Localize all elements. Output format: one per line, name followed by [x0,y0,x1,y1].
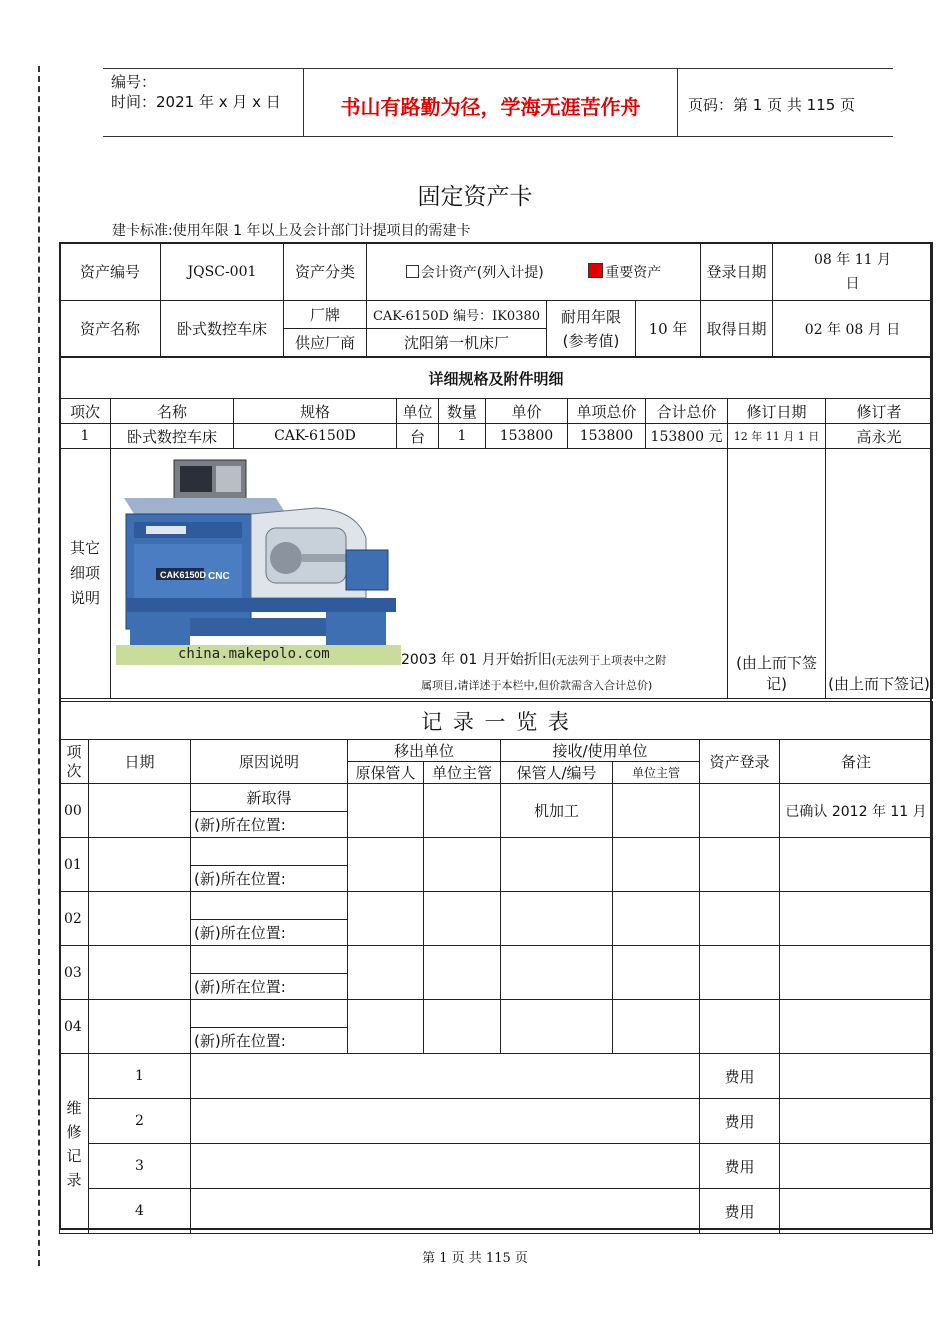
reviser-sign-note: (由上而下签记) [826,449,933,699]
record-out-keeper [348,838,424,892]
acquire-date-value: 02 年 08 月 日 [773,301,933,357]
detail-cell: 1 [439,424,486,449]
record-register [700,1000,780,1054]
detail-header-cell: 名称 [111,399,234,424]
table-row [60,838,933,866]
record-reason [191,1000,348,1028]
record-date [89,1000,191,1054]
image-watermark-text: china.makepolo.com [178,646,330,662]
record-reason [191,892,348,920]
asset-no-label: 资产编号 [60,243,161,301]
records-table [59,701,933,1234]
record-remark [780,946,933,1000]
category-checkbox-accounting[interactable]: 会计资产(列入计提) [406,265,544,281]
detail-cell: 卧式数控车床 [111,424,234,449]
record-date [89,946,191,1000]
record-remark: 已确认 2012 年 11 月 [780,784,933,838]
other-details-label: 其它细项说明 [60,449,111,699]
page-footer: 第 1 页 共 115 页 [422,1251,528,1266]
detail-header-cell: 规格 [234,399,397,424]
repair-item: 2 [89,1099,191,1144]
brand-label: 厂牌 [284,301,367,329]
records-col-out: 移出单位 [348,740,501,762]
detail-header-cell: 修订者 [826,399,933,424]
table-row [60,784,933,812]
header-divider [677,69,678,136]
motto: 书山有路勤为径，学海无涯苦作舟 [340,95,641,119]
time-label: 时间：2021 年 x 月 x 日 [111,93,281,111]
service-life-label: 耐用年限 (参考值) [547,301,636,357]
asset-name-label: 资产名称 [60,301,161,357]
lathe-machine-image [116,458,401,663]
records-col-item: 项次 [60,740,89,784]
record-receiver [501,838,613,892]
record-location: (新)所在位置: [191,920,348,946]
table-row [60,1000,933,1028]
table-row [60,1189,933,1234]
repair-description [191,1099,700,1144]
detail-header-cell: 单位 [397,399,439,424]
record-in-head [613,892,700,946]
record-item: 00 [60,784,89,838]
table-row [60,946,933,974]
records-col-reason: 原因说明 [191,740,348,784]
record-register [700,784,780,838]
repair-fee-label: 费用 [700,1144,780,1189]
asset-category-label: 资产分类 [284,243,367,301]
card-standard: 建卡标准:使用年限 1 年以上及会计部门计提项目的需建卡 [112,223,471,239]
repair-fee-value [780,1054,933,1099]
detail-header-cell: 数量 [439,399,486,424]
record-remark [780,892,933,946]
page-title: 固定资产卡 [417,184,533,210]
detail-section-title: 详细规格及附件明细 [60,358,933,399]
register-date-value: 08 年 11 月 日 [773,243,933,301]
repair-fee-value [780,1189,933,1234]
number-label: 编号： [111,73,157,91]
record-out-keeper [348,946,424,1000]
detail-cell: 12 年 11 月 1 日 [728,424,826,449]
record-reason [191,946,348,974]
records-col-date: 日期 [89,740,191,784]
category-checkbox-important[interactable]: 重要资产 [588,265,661,281]
table-row [60,1054,933,1099]
supplier-label: 供应厂商 [284,329,367,357]
record-location: (新)所在位置: [191,866,348,892]
repair-fee-label: 费用 [700,1099,780,1144]
repair-fee-label: 费用 [700,1054,780,1099]
detail-cell: 153800 [486,424,568,449]
record-in-head [613,838,700,892]
records-col-in: 接收/使用单位 [501,740,700,762]
acquire-date-label: 取得日期 [701,301,773,357]
table-row [60,1099,933,1144]
record-out-head [424,838,501,892]
repair-item: 4 [89,1189,191,1234]
table-row [60,1144,933,1189]
machine-cnc-label: CNC [208,571,230,582]
record-location: (新)所在位置: [191,812,348,838]
record-out-keeper [348,892,424,946]
record-date [89,892,191,946]
record-in-head [613,784,700,838]
repair-description [191,1054,700,1099]
record-receiver [501,892,613,946]
record-register [700,892,780,946]
record-reason: 新取得 [191,784,348,812]
detail-header-cell: 项次 [60,399,111,424]
record-date [89,838,191,892]
revision-date-sign-note: (由上而下签记) [728,449,826,699]
detail-header-cell: 合计总价 [646,399,728,424]
table-row [60,424,933,449]
brand-value: CAK-6150D 编号：IK0380 [367,301,547,329]
repair-item: 3 [89,1144,191,1189]
record-item: 01 [60,838,89,892]
record-register [700,946,780,1000]
page-header [103,68,893,137]
repair-fee-value [780,1144,933,1189]
detail-cell: CAK-6150D [234,424,397,449]
record-out-keeper [348,1000,424,1054]
record-out-head [424,892,501,946]
record-receiver: 机加工 [501,784,613,838]
records-col-out-keeper: 原保管人 [348,762,424,784]
record-out-head [424,946,501,1000]
records-section-title: 记 录 一 览 表 [60,702,933,740]
records-col-out-head: 单位主管 [424,762,501,784]
repair-fee-value [780,1099,933,1144]
record-register [700,838,780,892]
detail-cell: 153800 [568,424,646,449]
record-reason [191,838,348,866]
asset-name-value: 卧式数控车床 [161,301,284,357]
detail-cell: 153800 元 [646,424,728,449]
repair-description [191,1189,700,1234]
record-date [89,784,191,838]
detail-header-cell: 单价 [486,399,568,424]
service-life-value: 10 年 [636,301,701,357]
image-watermark-bar [116,645,401,665]
detail-header-cell: 修订日期 [728,399,826,424]
record-out-head [424,784,501,838]
detail-cell: 1 [60,424,111,449]
record-remark [780,1000,933,1054]
record-item: 02 [60,892,89,946]
record-in-head [613,946,700,1000]
asset-info-table [59,242,933,357]
repair-records-label: 维修记录 [60,1054,89,1234]
record-receiver [501,946,613,1000]
depreciation-note: 2003 年 01 月开始折旧(无法列于上项表中之附 [401,652,667,668]
repair-description [191,1144,700,1189]
table-row [60,892,933,920]
record-remark [780,838,933,892]
asset-category-options [367,243,701,301]
records-col-register: 资产登录 [700,740,780,784]
machine-model-label: CAK6150D [160,570,207,580]
register-date-label: 登录日期 [701,243,773,301]
supplier-value: 沈阳第一机床厂 [367,329,547,357]
record-location: (新)所在位置: [191,1028,348,1054]
record-receiver [501,1000,613,1054]
records-col-in-keeper: 保管人/编号 [501,762,613,784]
records-col-in-head: 单位主管 [613,762,700,784]
record-item: 04 [60,1000,89,1054]
detail-cell: 高永光 [826,424,933,449]
asset-no-value: JQSC-001 [161,243,284,301]
records-col-remark: 备注 [780,740,933,784]
binding-dash-line [38,66,40,1266]
record-item: 03 [60,946,89,1000]
detail-cell: 台 [397,424,439,449]
record-in-head [613,1000,700,1054]
repair-item: 1 [89,1054,191,1099]
detail-header-cell: 单项总价 [568,399,646,424]
depreciation-note-line2: 属项目,请详述于本栏中,但价款需含入合计总价) [421,679,653,692]
record-out-head [424,1000,501,1054]
page-info: 页码：第 1 页 共 115 页 [688,96,856,114]
record-location: (新)所在位置: [191,974,348,1000]
record-out-keeper [348,784,424,838]
repair-fee-label: 费用 [700,1189,780,1234]
